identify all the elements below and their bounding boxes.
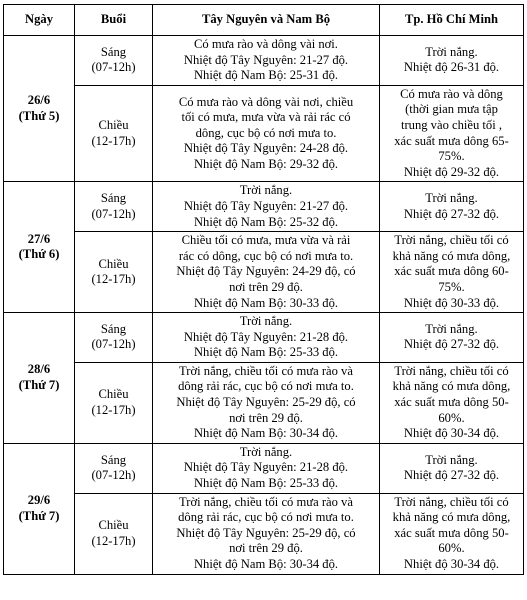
forecast-line: dông rải rác, cục bộ có nơi mưa to. <box>178 379 354 394</box>
hcmc-forecast <box>380 493 524 574</box>
forecast-line: Nhiệt độ Tây Nguyên: 24-29 độ, có <box>176 264 356 279</box>
forecast-line: Nhiệt độ 30-34 độ. <box>403 557 500 571</box>
forecast-line: xác suất mưa dông 50- <box>394 525 509 540</box>
forecast-line: khả năng có mưa dông, <box>392 510 511 525</box>
session-name: Sáng <box>100 191 127 206</box>
forecast-line: 60%. <box>438 541 465 556</box>
forecast-line: dông rải rác, cục bộ có nơi mưa to. <box>178 510 354 525</box>
day-date: 29/6 <box>27 493 51 508</box>
forecast-line: Chiều tối có mưa, mưa vừa và rải <box>181 233 351 248</box>
forecast-row <box>4 182 524 232</box>
hcmc-forecast <box>380 313 524 363</box>
central-south-forecast <box>153 85 380 182</box>
day-date: 28/6 <box>27 362 51 377</box>
forecast-line: nơi trên 29 độ. <box>229 410 303 425</box>
session-cell <box>75 232 153 313</box>
central-south-forecast <box>153 362 380 443</box>
forecast-line: Nhiệt độ Nam Bộ: 30-33 độ. <box>193 295 339 310</box>
forecast-body <box>4 36 524 575</box>
forecast-line: Nhiệt độ Tây Nguyên: 24-28 độ. <box>183 141 349 156</box>
forecast-line: dông, cục bộ có nơi mưa to. <box>195 125 337 140</box>
header-session: Buổi <box>75 5 153 36</box>
session-time: (12-17h) <box>91 533 136 548</box>
day-weekday: (Thứ 7) <box>18 508 60 523</box>
forecast-line: Trời nắng. <box>425 452 478 467</box>
forecast-line: Nhiệt độ Nam Bộ: 25-33 độ. <box>193 345 339 360</box>
forecast-line: Trời nắng, chiều tối có <box>394 233 509 248</box>
day-cell <box>4 36 75 182</box>
hcmc-forecast <box>380 443 524 493</box>
forecast-line: tối có mưa, mưa vừa và rải rác có <box>181 110 351 125</box>
header-row <box>4 5 524 36</box>
day-weekday: (Thứ 6) <box>18 247 60 262</box>
forecast-line: Nhiệt độ Nam Bộ: 25-31 độ. <box>193 68 339 83</box>
forecast-line: Nhiệt độ Tây Nguyên: 21-27 độ. <box>183 52 349 67</box>
day-weekday: (Thứ 7) <box>18 377 60 392</box>
forecast-line: Có mưa rào và dông <box>400 86 503 101</box>
central-south-forecast <box>153 232 380 313</box>
session-cell <box>75 493 153 574</box>
forecast-row <box>4 36 524 86</box>
day-cell <box>4 182 75 313</box>
forecast-line: Trời nắng, chiều tối có <box>394 363 509 378</box>
forecast-line: Có mưa rào và dông vài nơi. <box>194 37 338 51</box>
forecast-row <box>4 313 524 363</box>
session-time: (12-17h) <box>91 133 136 148</box>
forecast-line: Trời nắng. <box>239 314 293 329</box>
hcmc-forecast <box>380 85 524 182</box>
forecast-line: nơi trên 29 độ. <box>229 541 303 556</box>
forecast-line: Trời nắng, chiều tối có <box>394 494 509 509</box>
forecast-line: 75%. <box>438 149 465 164</box>
forecast-line: Trời nắng. <box>239 183 293 198</box>
session-time: (07-12h) <box>91 60 136 75</box>
forecast-line: Trời nắng, chiều tối có mưa rào và <box>179 494 353 509</box>
session-time: (07-12h) <box>91 337 136 352</box>
forecast-line: khả năng có mưa dông, <box>392 248 511 263</box>
forecast-line: Nhiệt độ Nam Bộ: 30-34 độ. <box>193 557 339 571</box>
session-name: Sáng <box>100 44 127 59</box>
forecast-line: Nhiệt độ Nam Bộ: 25-32 độ. <box>193 214 339 229</box>
forecast-line: Nhiệt độ 29-32 độ. <box>403 164 500 179</box>
session-cell <box>75 182 153 232</box>
forecast-line: Nhiệt độ Tây Nguyên: 21-27 độ. <box>183 198 349 213</box>
session-name: Sáng <box>100 452 127 467</box>
forecast-row <box>4 443 524 493</box>
forecast-line: nơi trên 29 độ. <box>229 279 303 294</box>
forecast-line: Nhiệt độ 26-31 độ. <box>403 60 500 75</box>
hcmc-forecast <box>380 362 524 443</box>
forecast-line: rác có dông, cục bộ có nơi mưa to. <box>178 248 354 263</box>
session-name: Chiều <box>98 387 129 402</box>
session-time: (12-17h) <box>91 402 136 417</box>
session-cell <box>75 443 153 493</box>
forecast-line: (thời gian mưa tập <box>405 102 498 117</box>
forecast-line: Nhiệt độ Nam Bộ: 25-33 độ. <box>193 476 339 491</box>
forecast-line: Nhiệt độ 30-33 độ. <box>403 295 500 310</box>
forecast-row <box>4 85 524 182</box>
forecast-line: khả năng có mưa dông, <box>392 379 511 394</box>
day-cell <box>4 443 75 574</box>
day-weekday: (Thứ 5) <box>18 108 60 123</box>
forecast-line: Nhiệt độ Tây Nguyên: 21-28 độ. <box>183 460 349 475</box>
forecast-line: xác suất mưa dông 60- <box>394 264 509 279</box>
day-date: 27/6 <box>27 231 51 246</box>
session-time: (07-12h) <box>91 468 136 483</box>
forecast-line: Trời nắng. <box>425 321 478 336</box>
header-central-south: Tây Nguyên và Nam Bộ <box>153 5 380 36</box>
session-cell <box>75 313 153 363</box>
forecast-line: xác suất mưa dông 65- <box>394 133 509 148</box>
forecast-line: xác suất mưa dông 50- <box>394 395 509 410</box>
session-cell <box>75 362 153 443</box>
forecast-line: Nhiệt độ Nam Bộ: 29-32 độ. <box>193 156 339 171</box>
session-cell <box>75 85 153 182</box>
central-south-forecast <box>153 36 380 86</box>
forecast-row <box>4 232 524 313</box>
session-name: Chiều <box>98 117 129 132</box>
session-name: Chiều <box>98 518 129 533</box>
forecast-line: Trời nắng. <box>425 191 478 206</box>
forecast-row <box>4 493 524 574</box>
header-day: Ngày <box>4 5 75 36</box>
hcmc-forecast <box>380 232 524 313</box>
central-south-forecast <box>153 443 380 493</box>
forecast-line: Trời nắng. <box>239 444 293 459</box>
forecast-line: Nhiệt độ 27-32 độ. <box>403 206 500 221</box>
forecast-line: Nhiệt độ 27-32 độ. <box>403 337 500 352</box>
header-hcmc: Tp. Hồ Chí Minh <box>380 5 524 36</box>
forecast-line: Nhiệt độ 27-32 độ. <box>403 468 500 483</box>
forecast-line: 75%. <box>438 279 465 294</box>
forecast-line: Nhiệt độ 30-34 độ. <box>403 426 500 441</box>
central-south-forecast <box>153 493 380 574</box>
hcmc-forecast <box>380 36 524 86</box>
central-south-forecast <box>153 313 380 363</box>
forecast-table <box>3 4 524 575</box>
day-cell <box>4 313 75 444</box>
session-name: Chiều <box>98 256 129 271</box>
forecast-line: trung vào chiều tối , <box>400 117 503 132</box>
forecast-line: Nhiệt độ Tây Nguyên: 21-28 độ. <box>183 329 349 344</box>
hcmc-forecast <box>380 182 524 232</box>
forecast-line: Nhiệt độ Tây Nguyên: 25-29 độ, có <box>176 395 356 410</box>
session-time: (12-17h) <box>91 272 136 287</box>
forecast-line: Có mưa rào và dông vài nơi, chiều <box>178 94 354 109</box>
forecast-line: Nhiệt độ Nam Bộ: 30-34 độ. <box>193 426 339 441</box>
session-cell <box>75 36 153 86</box>
session-name: Sáng <box>100 321 127 336</box>
forecast-row <box>4 362 524 443</box>
session-time: (07-12h) <box>91 206 136 221</box>
day-date: 26/6 <box>27 93 51 108</box>
forecast-line: 60%. <box>438 410 465 425</box>
forecast-line: Trời nắng. <box>425 44 478 59</box>
forecast-line: Trời nắng, chiều tối có mưa rào và <box>179 363 353 378</box>
forecast-line: Nhiệt độ Tây Nguyên: 25-29 độ, có <box>176 525 356 540</box>
central-south-forecast <box>153 182 380 232</box>
